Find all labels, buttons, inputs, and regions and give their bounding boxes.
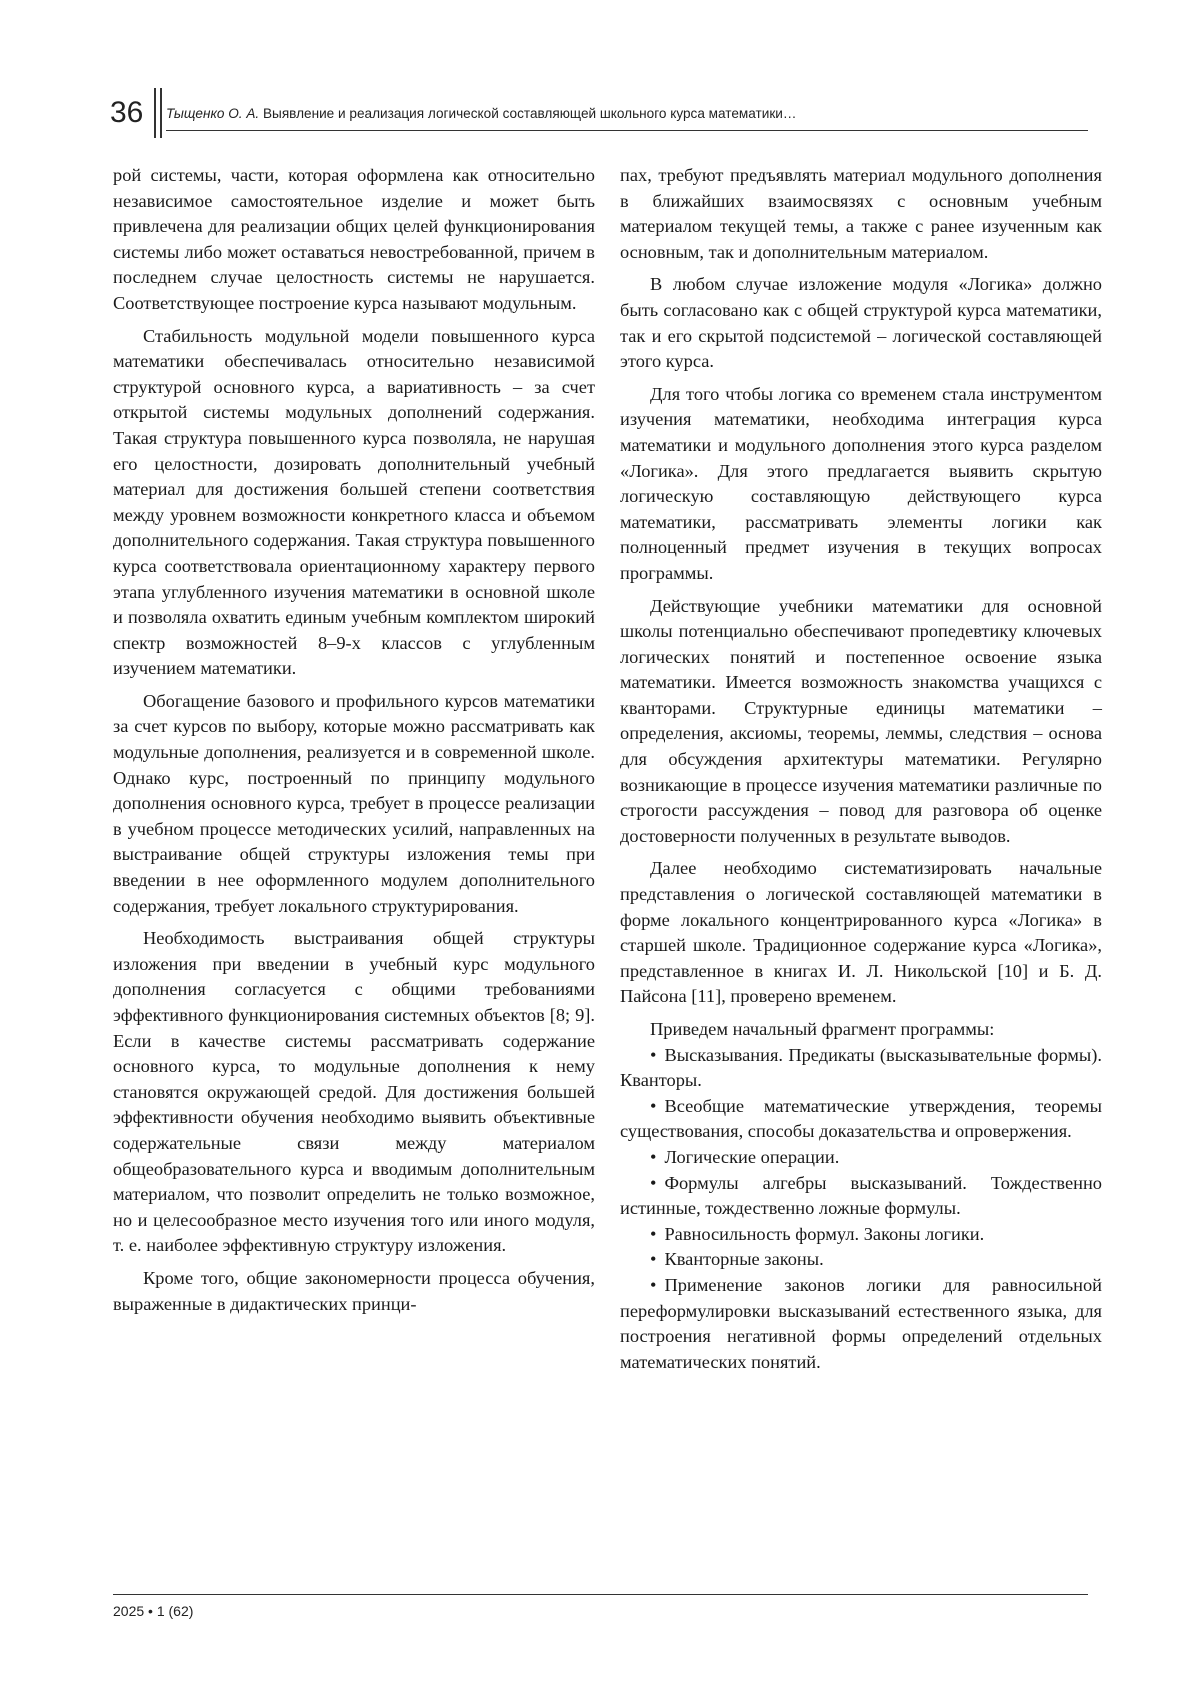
running-title [166, 104, 1088, 131]
header-divider [154, 88, 156, 138]
page-number: 36 [110, 96, 144, 129]
issue-footer: 2025 • 1 (62) [113, 1603, 194, 1619]
list-item: • Высказывания. Предикаты (высказывательные формы). Кванторы. [620, 1043, 1102, 1094]
paragraph: пах, требуют предъявлять материал модульного дополнения в ближайших взаимосвязях с основным учебным материалом текущей темы, а также с ранее изученным как основным, так и дополнительным материалом. [620, 165, 1102, 262]
running-title-text: Выявление и реализация логической составляющей школьного курса математики… [262, 106, 797, 121]
right-column [620, 163, 1102, 1375]
footer-rule [113, 1594, 1088, 1595]
paragraph: В любом случае изложение модуля «Логика» должно быть согласовано как с общей структурой курса математики, так и его скрытой подсистемой – логической составляющей этого курса. [620, 274, 1102, 372]
running-header [104, 96, 1088, 136]
list-item: • Применение законов логики для равносильной переформулировки высказываний естественного языка, для построения негативной формы определений отдельных математических понятий. [620, 1273, 1102, 1375]
paragraph: Обогащение базового и профильного курсов математики за счет курсов по выбору, которые можно рассматривать как модульные дополнения, реализуется и в современной школе. Однако курс, построенный по принципу модульного дополнения основного курса, требует в процессе реализации в учебном процессе методических усилий, направленных на выстраивание общей структуры изложения темы при введении в нее оформленного модулем дополнительного содержания, требует локального структурирования. [113, 690, 595, 916]
list-item: • Всеобщие математические утверждения, теоремы существования, способы доказательства и опровержения. [620, 1094, 1102, 1145]
list-item: • Логические операции. [620, 1145, 1102, 1171]
paragraph: Для того чтобы логика со временем стала инструментом изучения математики, необходима интеграция курса математики и модульного дополнения этого курса разделом «Логика». Для этого предлагается выявить скрытую логическую составляющую действующего курса математики, рассматривать элементы логики как полноценный предмет изучения в текущих вопросах программы. [620, 383, 1102, 583]
running-title-author: Тыщенко О. А. [166, 106, 260, 121]
list-item: • Равносильность формул. Законы логики. [620, 1222, 1102, 1248]
left-column [113, 163, 595, 1317]
paragraph: Стабильность модульной модели повышенного курса математики обеспечивалась относительно независимой структурой основного курса, а вариативность – за счет открытой системы модульных дополнений содержания. Такая структура повышенного курса позволяла, не нарушая его целостности, дозировать дополнительный учебный материал для достижения большей степени соответствия между уровнем возможности конкретного класса и объемом дополнительного содержания. Такая структура повышенного курса соответствовала ориентационному характеру первого этапа углубленного изучения математики в основной школе и позволяла охватить единым учебным комплектом широкий спектр возможностей 8–9-х классов с углубленным изучением математики. [113, 325, 595, 679]
paragraph: Необходимость выстраивания общей структуры изложения при введении в учебный курс модульного дополнения согласуется с общими требованиями эффективного функционирования системных объектов [8; 9]. Если в качестве системы рассматривать содержание основного курса, то модульные дополнения к нему становятся окружающей средой. Для достижения большей эффективности обучения необходимо выявить объективные содержательные связи между материалом общеобразовательного курса и вводимым дополнительным материалом, что позволит определить не только возможное, но и целесообразное место изучения того или иного модуля, т. е. наиболее эффективную структуру изложения. [113, 928, 595, 1256]
list-item: • Кванторные законы. [620, 1247, 1102, 1273]
header-divider [160, 88, 162, 138]
paragraph: Приведем начальный фрагмент программы: [650, 1019, 995, 1039]
list-item: • Формулы алгебры высказываний. Тождественно истинные, тождественно ложные формулы. [620, 1171, 1102, 1222]
paragraph: Действующие учебники математики для основной школы потенциально обеспечивают пропедевтику ключевых логических понятий и постепенное освоение языка математики. Имеется возможность знакомства учащихся с кванторами. Структурные единицы математики – определения, аксиомы, теоремы, леммы, следствия – основа для обсуждения архитектуры математики. Регулярно возникающие в процессе изучения математики различные по строгости рассуждения – повод для разговора об оценке достоверности полученных в результате выводов. [620, 595, 1102, 846]
paragraph: рой системы, части, которая оформлена как относительно независимое самостоятельное изделие и может быть привлечена для реализации общих целей функционирования системы либо может оставаться невостребованной, причем в последнем случае целостность системы не нарушается. Соответствующее построение курса называют модульным. [113, 165, 595, 313]
paragraph: Кроме того, общие закономерности процесса обучения, выраженные в дидактических принци- [113, 1267, 595, 1314]
paragraph: Далее необходимо систематизировать начальные представления о логической составляющей математики в форме локального концентрированного курса «Логика» в старшей школе. Традиционное содержание курса «Логика», представленное в книгах И. Л. Никольской [10] и Б. Д. Пайсона [11], проверено временем. [620, 858, 1102, 1007]
